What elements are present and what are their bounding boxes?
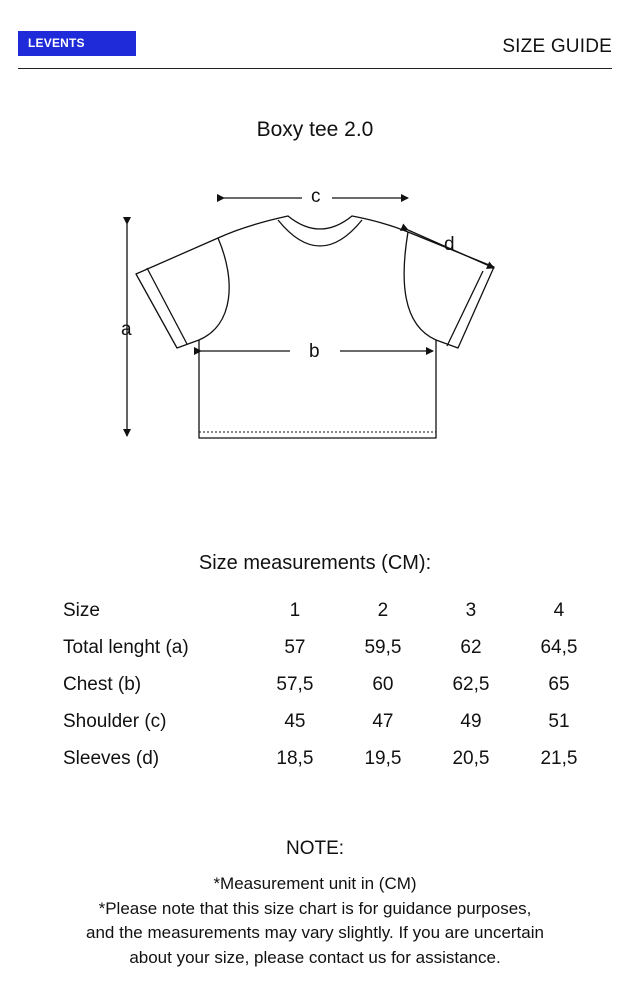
table-row [63,666,603,703]
table-cell: 62,5 [452,673,490,695]
table-cell: 45 [284,710,306,732]
measure-a-label: a [121,319,132,340]
product-title: Boxy tee 2.0 [256,118,374,141]
table-cell: 51 [548,710,570,732]
size-header: 4 [553,599,565,621]
table-header-label: Size [63,599,100,621]
table-cell: 20,5 [452,747,490,769]
table-cell: 64,5 [540,636,578,658]
table-row [63,703,603,740]
right-sleeve-cuff [447,271,483,346]
table-row [63,629,603,666]
note-line: *Measurement unit in (CM) [213,874,417,893]
tshirt-collar [278,220,362,246]
note-line: and the measurements may vary slightly. If you are uncertain [86,923,544,942]
row-label: Total lenght (a) [63,636,189,658]
left-sleeve-seam [199,238,229,340]
size-header: 2 [377,599,389,621]
note-body [20,872,610,970]
size-header: 1 [289,599,301,621]
table-cell: 60 [372,673,394,695]
size-header: 3 [465,599,477,621]
brand-logo: LEVENTS [18,31,136,56]
table-row [63,740,603,777]
table-cell: 57 [284,636,306,658]
table-cell: 18,5 [276,747,314,769]
size-table [63,592,603,777]
table-header-row [63,592,603,629]
right-sleeve-seam [404,232,436,340]
table-cell: 49 [460,710,482,732]
header-divider [18,68,612,69]
page-title: SIZE GUIDE [502,36,612,57]
measure-c-label: c [311,186,321,207]
measure-b-label: b [309,341,320,362]
table-cell: 47 [372,710,394,732]
note-heading: NOTE: [285,838,345,859]
measure-d-label: d [444,234,455,255]
row-label: Chest (b) [63,673,142,695]
row-label: Sleeves (d) [63,747,160,769]
tshirt-diagram [100,180,520,460]
row-label: Shoulder (c) [63,710,167,732]
table-cell: 57,5 [276,673,314,695]
tshirt-outline [136,216,494,438]
table-cell: 59,5 [364,636,402,658]
table-cell: 19,5 [364,747,402,769]
table-cell: 62 [460,636,482,658]
table-cell: 65 [548,673,570,695]
table-cell: 21,5 [540,747,578,769]
table-heading: Size measurements (CM): [198,552,432,574]
note-line: *Please note that this size chart is for guidance purposes, [98,898,532,918]
note-line: about your size, please contact us for assistance. [129,947,501,967]
